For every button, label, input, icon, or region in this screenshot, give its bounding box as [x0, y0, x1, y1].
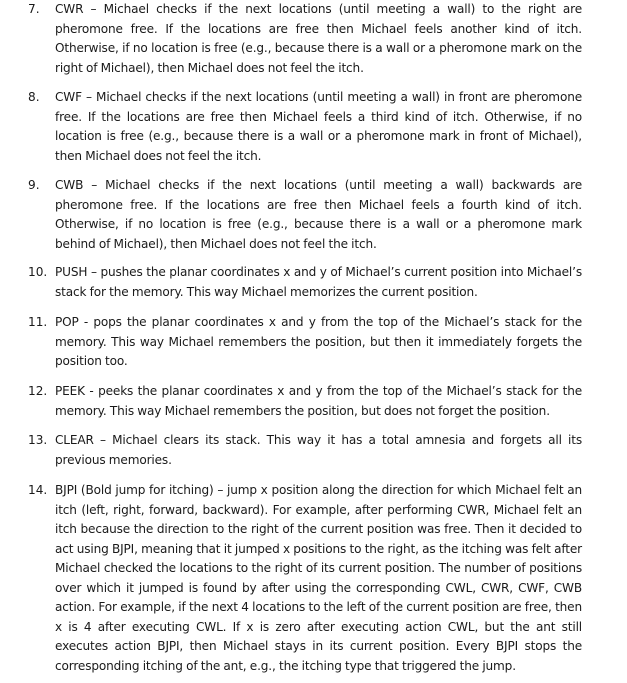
- list-item-number: 8.: [28, 90, 40, 104]
- list-item-text: BJPI (Bold jump for itching) – jump x position along the direction for which Michael felt an itch (left, right, forward, backward). For example, after performing CWR, Michael felt an itch because the direction to the right of the current position was free. Then it decided to act using BJPI, meaning that it jumped x positions to the right, as the itching was felt after Michael checked the locations to the right of its current position. The number of positions over which it jumped is found by after using the corresponding CWL, CWR, CWF, CWB action. For example, if the next 4 locations to the left of the current position are free, then x is 4 after executing CWL. If x is zero after executing action CWL, but the ant still executes action BJPI, then Michael stays in its current position. Every BJPI stops the corresponding itching of the ant, e.g., the itching type that triggered the jump.: [55, 483, 582, 673]
- list-item-text: CWR – Michael checks if the next locations (until meeting a wall) to the right are pheromone free. If the locations are free then Michael feels another kind of itch. Otherwise, if no location is free (e.g., because there is a wall or a pheromone mark on the right of Michael), then Michael does not feel the itch.: [55, 2, 582, 75]
- list-item-number: 11.: [28, 315, 48, 329]
- list-item-number: 7.: [28, 2, 40, 16]
- list-item-text: PEEK - peeks the planar coordinates x and y from the top of the Michael’s stack for the memory. This way Michael remembers the position, but does not forget the position.: [55, 384, 582, 418]
- list-item-text: CWF – Michael checks if the next locations (until meeting a wall) in front are pheromone free. If the locations are free then Michael feels a third kind of itch. Otherwise, if no location is free (e.g., because there is a wall or a pheromone mark in front of Michael), then Michael does not feel the itch.: [55, 90, 582, 163]
- list-item-number: 9.: [28, 178, 40, 192]
- list-item-number: 14.: [28, 483, 48, 497]
- list-item-text: CWB – Michael checks if the next locations (until meeting a wall) backwards are pheromone free. If the locations are free then Michael feels a fourth kind of itch. Otherwise, if no location is free (e.g., because there is a wall or a pheromone mark behind of Michael), then Michael does not feel the itch.: [55, 178, 582, 251]
- list-item-number: 13.: [28, 433, 48, 447]
- list-item-text: PUSH – pushes the planar coordinates x and y of Michael’s current position into Michael’s stack for the memory. This way Michael memorizes the current position.: [55, 265, 582, 299]
- list-item-number: 10.: [28, 265, 48, 279]
- list-item-text: CLEAR – Michael clears its stack. This way it has a total amnesia and forgets all its previous memories.: [55, 433, 582, 467]
- list-item-number: 12.: [28, 384, 48, 398]
- list-item-text: POP - pops the planar coordinates x and y from the top of the Michael’s stack for the memory. This way Michael remembers the position, but then it immediately forgets the position too.: [55, 315, 582, 368]
